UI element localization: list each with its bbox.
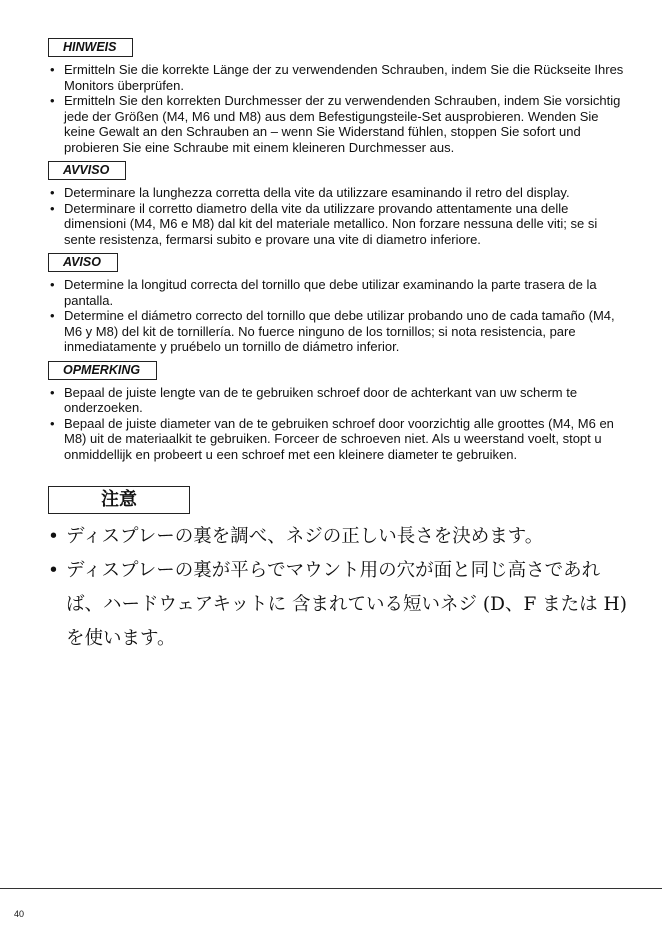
footer-divider [0,888,662,889]
section-japanese [48,468,628,656]
notice-list-japanese [48,520,628,656]
list-item: • Ermitteln Sie die korrekte Länge der zu verwendenden Schrauben, indem Sie die Rückseite Ihres Monitors überprüfen. [48,62,628,93]
list-item: • Determinare il corretto diametro della vite da utilizzare provando attentamente una delle dimensioni (M4, M6 e M8) dal kit del materiale metallico. Non forzare nessuna delle viti; se si sente resistenza, fermarsi subito e provare una vite di diametro inferiore. [48,201,628,248]
notice-list-avviso [48,185,628,247]
page-content [48,38,628,662]
notice-list-opmerking [48,385,628,463]
section-hinweis [48,38,628,155]
section-opmerking [48,361,628,463]
section-avviso [48,161,628,247]
list-item: • Ermitteln Sie den korrekten Durchmesser der zu verwendenden Schrauben, indem Sie vorsichtig jede der Größen (M4, M6 und M8) aus dem Befestigungsteile-Set ausprobieren. Wenden Sie keine Gewalt an den Schrauben an – wenn Sie Widerstand fühlen, stoppen Sie sofort und probieren Sie eine Schraube mit einem kleineren Durchmesser aus. [48,93,628,155]
list-item: • Bepaal de juiste lengte van de te gebruiken schroef door de achterkant van uw scherm te onderzoeken. [48,385,628,416]
list-item: • ディスプレーの裏を調べ、ネジの正しい長さを決めます。 [48,520,628,554]
notice-list-hinweis [48,62,628,155]
list-item: • Determine el diámetro correcto del tornillo que debe utilizar probando uno de cada tamaño (M4, M6 y M8) del kit de tornillería. No fuerce ninguno de los tornillos; si nota resistencia, pare inmediatamente y pruébelo un tornillo de diámetro inferior. [48,308,628,355]
notice-label-opmerking: OPMERKING [48,361,157,380]
notice-label-hinweis: HINWEIS [48,38,133,57]
list-item: • Determinare la lunghezza corretta della vite da utilizzare esaminando il retro del display. [48,185,628,201]
page-number: 40 [14,909,25,919]
list-item: • Determine la longitud correcta del tornillo que debe utilizar examinando la parte trasera de la pantalla. [48,277,628,308]
list-item: • ディスプレーの裏が平らでマウント用の穴が面と同じ高さであれば、ハードウェアキットに 含まれている短いネジ (D、F または H)を使います。 [48,554,628,656]
notice-label-japanese: 注意 [48,486,190,514]
list-item: • Bepaal de juiste diameter van de te gebruiken schroef door voorzichtig alle groottes (M4, M6 en M8) uit de materiaalkit te gebruiken. Forceer de schroeven niet. Als u weerstand voelt, stopt u onmiddellijk en probeert u een schroef met een kleinere diameter te gebruiken. [48,416,628,463]
notice-label-aviso: AVISO [48,253,118,272]
notice-list-aviso [48,277,628,355]
section-aviso [48,253,628,355]
notice-label-avviso: AVVISO [48,161,126,180]
